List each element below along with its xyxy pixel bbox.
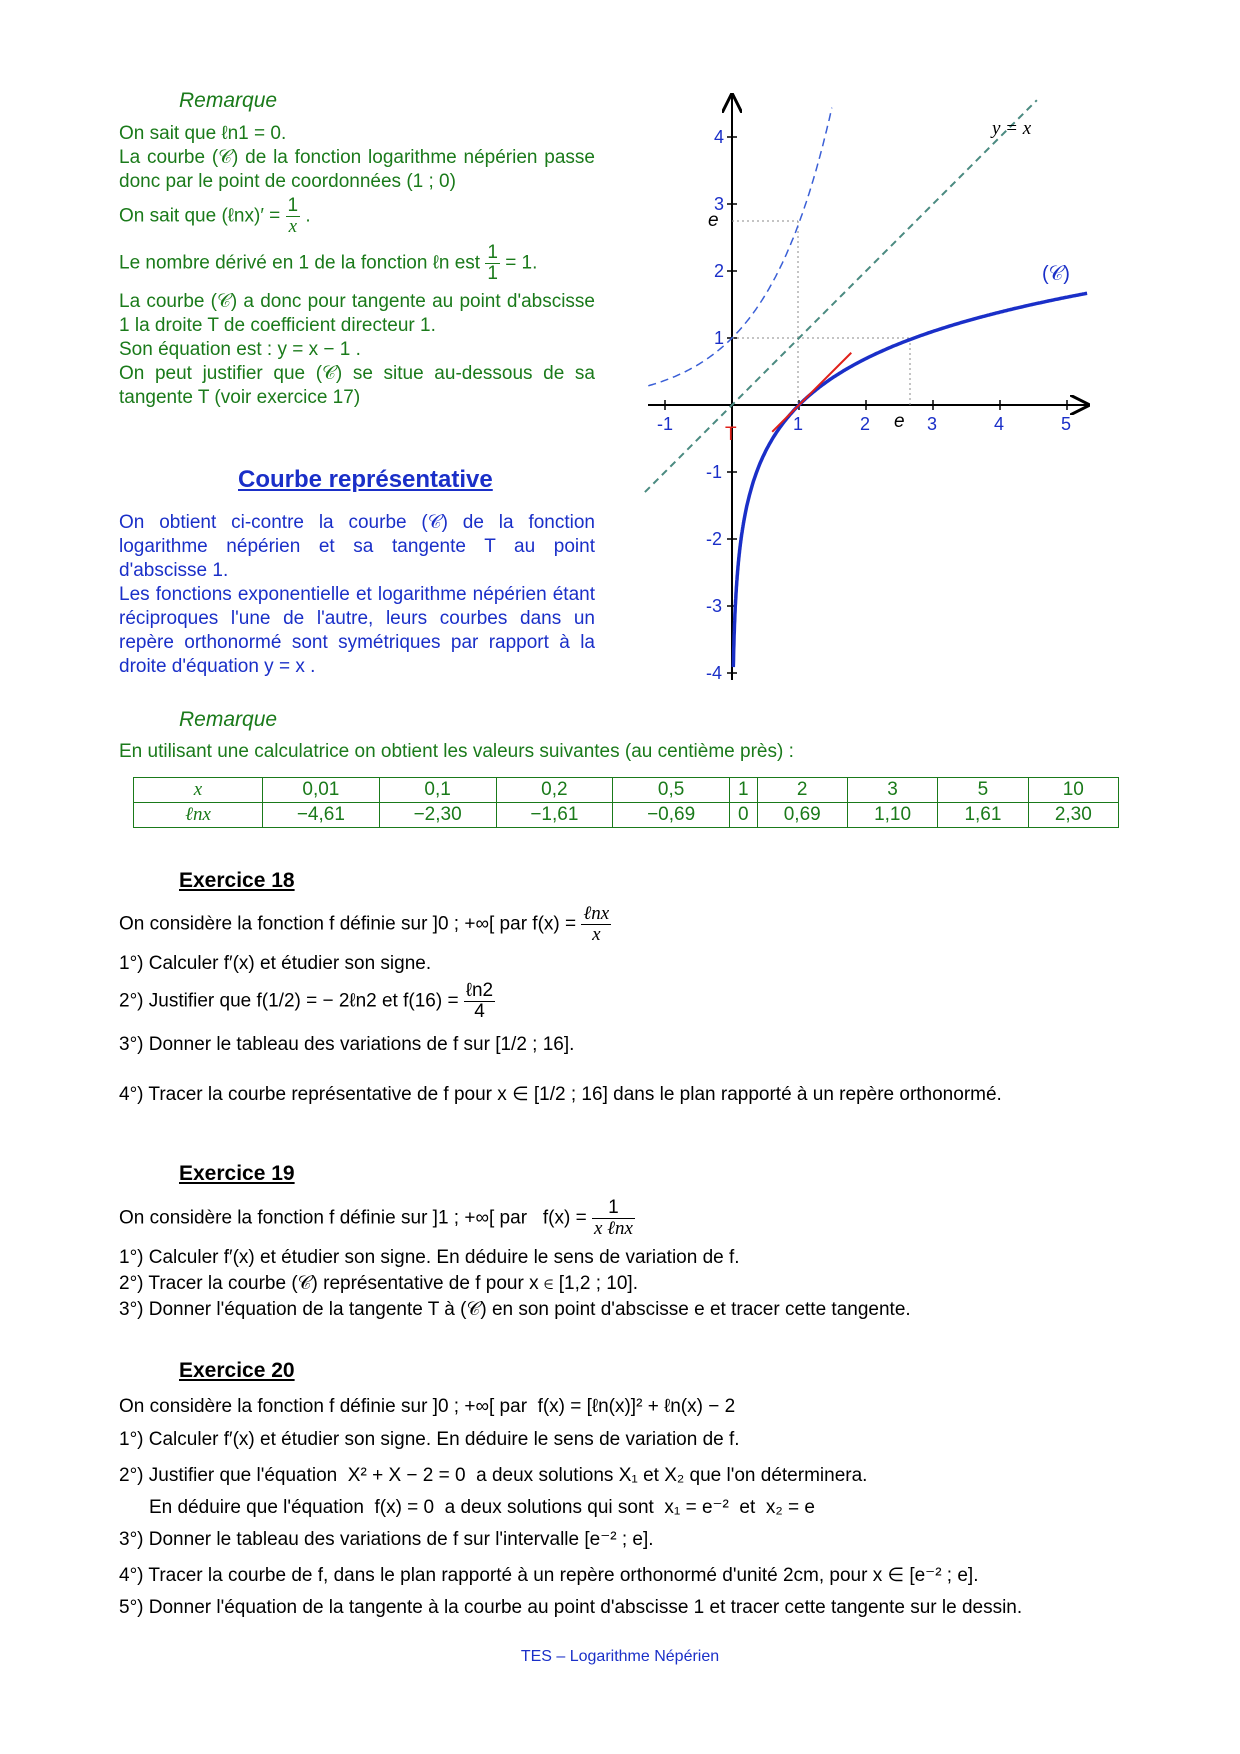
question-3: 3°) Donner le tableau des variations de f sur [1/2 ; 16]. [119,1033,575,1055]
question-3: 3°) Donner l'équation de la tangente T à (𝒞) en son point d'abscisse e et tracer cette tangente. [119,1298,911,1320]
table-cell: 1 [730,778,758,803]
table-row [134,803,1119,828]
table-cell: −2,30 [379,803,496,828]
courbe-para2: Les fonctions exponentielle et logarithme népérien étant réciproques l'une de l'autre, leurs courbes dans un repère orthonormé sont symétriques par rapport à la droite d'équation y = x . [119,584,595,677]
remarque2-intro: En utilisant une calculatrice on obtient les valeurs suivantes (au centième près) : [119,741,794,762]
fraction: $\frac{1}{1}$ [487,241,498,284]
table-cell: 0,01 [263,778,380,803]
table-cell: 0 [730,803,758,828]
remarque-line: La courbe (𝒞) de la fonction logarithme népérien passe donc par le point de coordonnées (1 ; 0) [119,147,595,192]
y-tick-label: 4 [714,127,725,147]
question-3: 3°) Donner le tableau des variations de f sur l'intervalle [e⁻² ; e]. [119,1529,654,1550]
y-tick-label: -3 [706,596,723,616]
y-tick-label: -4 [706,663,723,683]
section-title: Courbe représentative [238,466,493,493]
label-yx: y = x [992,118,1032,139]
remarque-line: On sait que ℓn1 = 0. [119,123,287,144]
question-2: 2°) Tracer la courbe (𝒞) représentative de f pour x ∈ [1,2 ; 10]. [119,1272,638,1294]
table-cell: −0,69 [613,803,730,828]
courbe-para1: On obtient ci-contre la courbe (𝒞) de la fonction logarithme népérien et sa tangente T au point d'abscisse 1. [119,512,595,581]
table-cell: 5 [938,778,1028,803]
table-header-ln: ℓnx [134,803,263,828]
exp-curve [648,108,832,386]
remarque-line: On sait que (ℓnx)′ = $\frac{1}{x}$ . [119,195,311,237]
x-tick-label: 1 [793,414,804,434]
remarque-line: Son équation est : y = x − 1 . [119,338,361,360]
remarque-line: On peut justifier que (𝒞) se situe au-dessous de sa tangente T (voir exercice 17) [119,362,595,408]
table-cell: 2,30 [1028,803,1118,828]
table-cell: 2 [757,778,847,803]
question-4: 4°) Tracer la courbe de f, dans le plan rapporté à un repère orthonormé d'unité 2cm, pour x ∈ [e⁻² ; e]. [119,1565,979,1586]
y-tick-label: 3 [714,194,725,214]
x-tick-label: 2 [860,414,871,434]
question-5: 5°) Donner l'équation de la tangente à la courbe au point d'abscisse 1 et tracer cette tangente sur le dessin. [119,1597,1023,1618]
remarque-paragraph [119,122,595,410]
fraction: $\frac{\text{ℓnx}}{x}$ [583,903,610,945]
y-tick-label: -2 [706,529,723,549]
ln-graph [640,90,1100,690]
exercise-19-title: Exercice 19 [179,1162,295,1185]
remarque2-title: Remarque [179,708,278,731]
page-footer: TES – Logarithme Népérien [520,1648,720,1665]
y-tick-label: 1 [714,328,725,348]
exercise-20-title: Exercice 20 [179,1359,295,1382]
exercise-intro: On considère la fonction f définie sur ]0 ; +∞[ par f(x) = [ℓn(x)]² + ℓn(x) − 2 [119,1396,736,1417]
table-cell: 3 [847,778,937,803]
label-e-x: e [894,411,905,432]
table-cell: 0,1 [379,778,496,803]
exercise-18-title: Exercice 18 [179,869,295,892]
question-4: 4°) Tracer la courbe représentative de f pour x ∈ [1/2 ; 16] dans le plan rapporté à un repère orthonormé. [119,1083,1002,1105]
values-table [133,777,1119,828]
table-cell: −4,61 [263,803,380,828]
question-2b: En déduire que l'équation f(x) = 0 a deux solutions qui sont x₁ = e⁻² et x₂ = e [149,1497,815,1518]
table-cell: 0,69 [757,803,847,828]
label-e-y: e [708,210,719,231]
identity-line [645,100,1037,492]
x-tick-label: -1 [657,414,674,434]
x-tick-label: 5 [1061,414,1072,434]
table-cell: −1,61 [496,803,613,828]
x-tick-label: 3 [927,414,938,434]
label-curve: (𝒞) [1042,263,1070,285]
exercise-intro: On considère la fonction f définie sur ]1 ; +∞[ par f(x) = $\frac{1}{\text{x ℓnx}}$ [119,1197,633,1239]
y-tick-label: -1 [706,462,723,482]
tangent-line [772,353,851,432]
question-2: 2°) Justifier que f(1/2) = − 2ℓn2 et f(16) = $\frac{\text{ℓn2}}{4}$ [119,979,494,1022]
question-1: 1°) Calculer f′(x) et étudier son signe. [119,952,432,974]
label-tangent: T [725,424,737,445]
table-cell: 0,5 [613,778,730,803]
question-2: 2°) Justifier que l'équation X² + X − 2 = 0 a deux solutions X₁ et X₂ que l'on déterminera. [119,1465,868,1486]
derived-number-text: Le nombre dérivé en 1 de la fonction ℓn est [119,252,481,274]
table-cell: 0,2 [496,778,613,803]
derivative-text: On sait que (ℓnx)′ = [119,205,281,227]
exercise-18-body [119,904,1129,1108]
remarque-title: Remarque [179,89,278,112]
remarque-line: Le nombre dérivé en 1 de la fonction ℓn est $\frac{1}{1}$ = 1. [119,241,538,284]
exercise-20-body [119,1394,1129,1621]
table-row [134,778,1119,803]
x-tick-label: 4 [994,414,1005,434]
question-1: 1°) Calculer f′(x) et étudier son signe. En déduire le sens de variation de f. [119,1429,740,1450]
table-cell: 10 [1028,778,1118,803]
fraction: $\frac{1}{x}$ [287,195,299,237]
table-cell: 1,61 [938,803,1028,828]
fraction: $\frac{1}{\text{x ℓnx}}$ [593,1197,633,1239]
remarque-line: La courbe (𝒞) a donc pour tangente au point d'abscisse 1 la droite T de coefficient directeur 1. [119,290,595,336]
courbe-paragraph [119,511,595,679]
fraction: $\frac{\text{ℓn2}}{4}$ [465,979,494,1022]
table-cell: 1,10 [847,803,937,828]
exercise-19-body [119,1198,1129,1323]
exercise-intro: On considère la fonction f définie sur ]0 ; +∞[ par f(x) = $\frac{\text{ℓnx}}{x}$ [119,903,610,945]
question-1: 1°) Calculer f′(x) et étudier son signe. En déduire le sens de variation de f. [119,1246,740,1268]
table-header-x: x [134,778,263,803]
y-tick-label: 2 [714,261,725,281]
